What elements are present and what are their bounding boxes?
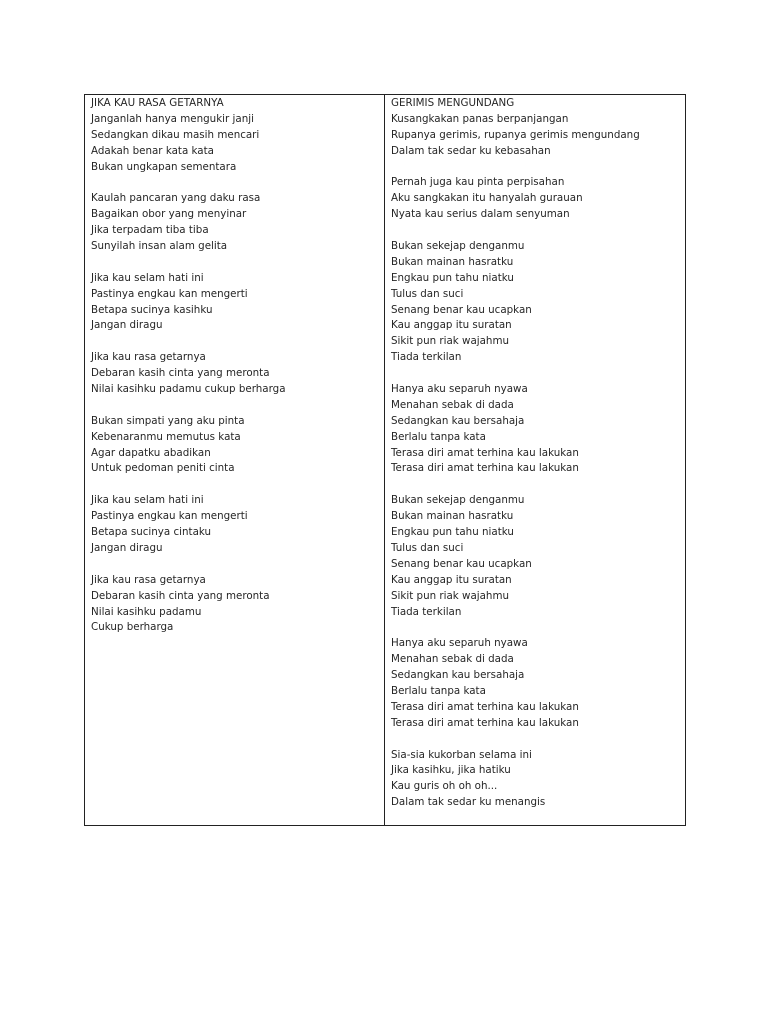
song-title: JIKA KAU RASA GETARNYA: [91, 97, 224, 109]
lyric-line: Janganlah hanya mengukir janji: [91, 112, 254, 125]
lyric-line: Debaran kasih cinta yang meronta: [91, 589, 270, 602]
lyrics-column-left: [85, 95, 385, 825]
lyric-line: Menahan sebak di dada: [391, 398, 514, 411]
lyric-line: Pastinya engkau kan mengerti: [91, 510, 248, 523]
lyric-line: Jangan diragu: [91, 319, 163, 332]
stanza-spacer: [91, 255, 384, 271]
lyric-line: Sikit pun riak wajahmu: [391, 589, 510, 602]
lyric-line: Senang benar kau ucapkan: [391, 557, 532, 570]
lyric-line: Sikit pun riak wajahmu: [391, 335, 510, 348]
lyric-line: Berlalu tanpa kata: [391, 684, 486, 697]
lyric-line: Jika kau rasa getarnya: [91, 351, 206, 364]
lyric-line: Jika kasihku, jika hatiku: [391, 764, 511, 777]
lyrics-column-right: [385, 95, 684, 825]
lyric-line: Tiada terkilan: [391, 351, 462, 364]
lyric-line: Dalam tak sedar ku kebasahan: [391, 144, 551, 157]
lyric-line: Bukan sekejap denganmu: [391, 240, 525, 253]
lyric-line: Rupanya gerimis, rupanya gerimis mengundang: [391, 128, 640, 141]
lyric-line: Debaran kasih cinta yang meronta: [91, 367, 270, 380]
lyric-line: Pernah juga kau pinta perpisahan: [391, 176, 565, 189]
lyric-line: Betapa sucinya kasihku: [91, 303, 213, 316]
lyric-line: Jika kau selam hati ini: [91, 494, 204, 507]
stanza-spacer: [391, 732, 684, 748]
lyric-line: Sedangkan dikau masih mencari: [91, 128, 260, 141]
lyric-line: Terasa diri amat terhina kau lakukan: [391, 700, 579, 713]
lyric-line: Bukan simpati yang aku pinta: [91, 414, 245, 427]
lyric-line: Sedangkan kau bersahaja: [391, 414, 525, 427]
lyric-line: Kau anggap itu suratan: [391, 573, 512, 586]
lyric-line: Jika terpadam tiba tiba: [91, 224, 209, 237]
lyric-line: Dalam tak sedar ku menangis: [391, 796, 546, 809]
lyric-line: Bukan ungkapan sementara: [91, 160, 237, 173]
lyric-line: Kaulah pancaran yang daku rasa: [91, 192, 261, 205]
lyric-line: Kebenaranmu memutus kata: [91, 430, 241, 443]
stanza-spacer: [91, 557, 384, 573]
lyric-line: Bukan mainan hasratku: [391, 255, 514, 268]
lyric-line: Bagaikan obor yang menyinar: [91, 208, 247, 221]
stanza-spacer: [391, 366, 684, 382]
lyrics-table: [84, 94, 686, 826]
stanza-spacer: [391, 223, 684, 239]
lyric-line: Terasa diri amat terhina kau lakukan: [391, 462, 579, 475]
lyric-line: Hanya aku separuh nyawa: [391, 637, 528, 650]
lyric-line: Sedangkan kau bersahaja: [391, 669, 525, 682]
lyric-line: Terasa diri amat terhina kau lakukan: [391, 446, 579, 459]
stanza-spacer: [391, 160, 684, 176]
lyric-line: Nyata kau serius dalam senyuman: [391, 208, 570, 221]
stanza-spacer: [91, 334, 384, 350]
lyric-line: Kau anggap itu suratan: [391, 319, 512, 332]
lyric-line: Tiada terkilan: [391, 605, 462, 618]
stanza-spacer: [391, 477, 684, 493]
lyric-line: Senang benar kau ucapkan: [391, 303, 532, 316]
lyric-line: Nilai kasihku padamu: [91, 605, 202, 618]
lyric-line: Bukan sekejap denganmu: [391, 494, 525, 507]
lyric-line: Hanya aku separuh nyawa: [391, 383, 528, 396]
stanza-spacer: [391, 620, 684, 636]
song-title: GERIMIS MENGUNDANG: [391, 97, 515, 109]
lyric-line: Tulus dan suci: [391, 287, 464, 300]
lyric-line: Terasa diri amat terhina kau lakukan: [391, 716, 579, 729]
lyric-line: Kusangkakan panas berpanjangan: [391, 112, 569, 125]
lyric-line: Untuk pedoman peniti cinta: [91, 462, 235, 475]
stanza-spacer: [91, 398, 384, 414]
lyric-line: Sia-sia kukorban selama ini: [391, 748, 532, 761]
lyric-line: Engkau pun tahu niatku: [391, 271, 514, 284]
lyric-line: Pastinya engkau kan mengerti: [91, 287, 248, 300]
lyric-line: Agar dapatku abadikan: [91, 446, 211, 459]
lyric-line: Adakah benar kata kata: [91, 144, 214, 157]
lyric-line: Jika kau rasa getarnya: [91, 573, 206, 586]
lyric-line: Engkau pun tahu niatku: [391, 526, 514, 539]
lyric-line: Aku sangkakan itu hanyalah gurauan: [391, 192, 583, 205]
lyric-line: Nilai kasihku padamu cukup berharga: [91, 383, 286, 396]
stanza-spacer: [91, 477, 384, 493]
lyric-line: Sunyilah insan alam gelita: [91, 240, 228, 253]
lyric-line: Jika kau selam hati ini: [91, 271, 204, 284]
lyric-line: Berlalu tanpa kata: [391, 430, 486, 443]
lyric-line: Bukan mainan hasratku: [391, 510, 514, 523]
lyric-line: Menahan sebak di dada: [391, 653, 514, 666]
lyric-line: Betapa sucinya cintaku: [91, 526, 212, 539]
lyric-line: Jangan diragu: [91, 541, 163, 554]
lyric-line: Cukup berharga: [91, 621, 174, 634]
lyric-line: Tulus dan suci: [391, 541, 464, 554]
lyric-line: Kau guris oh oh oh...: [391, 780, 498, 793]
stanza-spacer: [91, 175, 384, 191]
